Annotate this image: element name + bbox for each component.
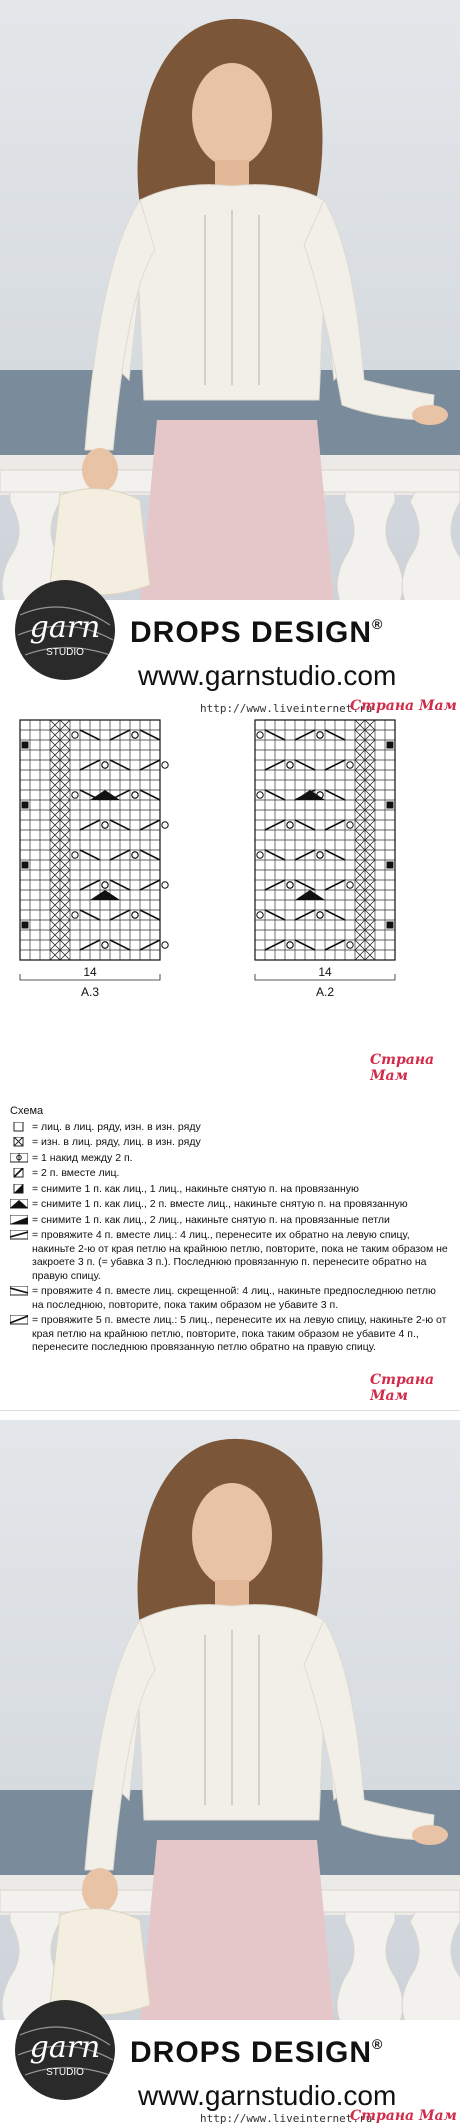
cross-mark	[50, 940, 60, 950]
drops-banner-bottom	[0, 2020, 460, 2120]
cross-mark	[60, 850, 70, 860]
yarn-over-mark	[347, 762, 353, 768]
yarn-over-mark	[347, 822, 353, 828]
purl-square	[22, 922, 29, 929]
cross-mark	[365, 750, 375, 760]
cross-mark	[60, 890, 70, 900]
cross-mark	[355, 740, 365, 750]
cross-mark	[60, 840, 70, 850]
yarn-over-mark	[257, 732, 263, 738]
cross-mark	[60, 760, 70, 770]
stitch-count-label: 14	[83, 965, 97, 979]
yarn-over-mark	[132, 912, 138, 918]
yarn-over-mark	[72, 732, 78, 738]
watermark-url-bottom: http://www.liveinternet.ru	[200, 2112, 373, 2125]
cross-mark	[50, 850, 60, 860]
brand-title: DROPS DESIGN®	[130, 616, 384, 649]
legend-item	[10, 1314, 450, 1355]
cross-mark	[60, 880, 70, 890]
cross-mark	[60, 940, 70, 950]
cross-mark	[50, 840, 60, 850]
yarn-over-mark	[162, 882, 168, 888]
cross-mark	[50, 760, 60, 770]
cross-mark	[365, 930, 375, 940]
cross-mark	[60, 950, 70, 960]
cross-mark	[355, 940, 365, 950]
svg-text:garn: garn	[29, 2030, 101, 2065]
cross-mark	[60, 770, 70, 780]
cross-mark	[50, 780, 60, 790]
svg-text:STUDIO: STUDIO	[46, 2067, 84, 2078]
cross-mark	[355, 840, 365, 850]
legend-item	[10, 1229, 450, 1283]
yarn-over-mark	[72, 852, 78, 858]
cross-mark	[50, 770, 60, 780]
cross-mark	[365, 760, 375, 770]
cross-mark	[355, 860, 365, 870]
yarn-over-mark	[287, 762, 293, 768]
yarn-over-mark	[102, 822, 108, 828]
yarn-over-mark	[317, 852, 323, 858]
triangle-mark	[90, 790, 120, 800]
cross-mark	[355, 920, 365, 930]
legend-item-text: = снимите 1 п. как лиц., 2 п. вместе лиц., накиньте снятую п. на провязанную	[32, 1198, 408, 1210]
cross-mark	[60, 860, 70, 870]
knitting-charts	[0, 715, 460, 1015]
cross-mark	[365, 890, 375, 900]
legend-item	[10, 1183, 450, 1197]
yarn-over-mark	[347, 882, 353, 888]
legend-item	[10, 1198, 450, 1212]
cross-mark	[60, 790, 70, 800]
cross-mark	[50, 910, 60, 920]
legend-item	[10, 1285, 450, 1312]
divider	[0, 1410, 460, 1411]
garnstudio-logo	[10, 575, 120, 685]
cross-mark	[365, 780, 375, 790]
cross-mark	[60, 720, 70, 730]
chart-a-2	[255, 720, 395, 999]
cross-mark	[355, 750, 365, 760]
legend-item-text: = провяжите 5 п. вместе лиц.: 5 лиц., перенесите их на левую спицу, накиньте 2-ю от края петлю на крайнюю петлю, повторите, пока таким образом не убавите 4 п., перенесите последнюю провязанную петлю обратно на правую спицу.	[32, 1314, 447, 1353]
purl-square	[387, 922, 394, 929]
purl-square	[22, 742, 29, 749]
yarn-over-mark	[287, 882, 293, 888]
cross-mark	[60, 810, 70, 820]
cross-mark	[60, 780, 70, 790]
cross-mark	[365, 840, 375, 850]
cross-mark	[60, 830, 70, 840]
svg-text:garn: garn	[29, 610, 101, 645]
cross-mark	[365, 790, 375, 800]
legend-item-text: = провяжите 4 п. вместе лиц. скрещенной: 4 лиц., накиньте предпоследнюю петлю на последнюю, повторите, пока таким образом не убавите 3 п.	[32, 1285, 436, 1311]
black-left-triangle-icon	[10, 1184, 28, 1194]
cross-mark	[365, 910, 375, 920]
cross-mark	[365, 920, 375, 930]
yarn-over-mark	[287, 942, 293, 948]
purl-square	[22, 862, 29, 869]
legend-item-text: = 2 п. вместе лиц.	[32, 1167, 120, 1179]
chart-legend	[10, 1105, 450, 1357]
chart-label: A.2	[315, 985, 335, 999]
watermark-url-top: http://www.liveinternet.ru	[200, 702, 373, 715]
blank-square-icon	[10, 1122, 28, 1132]
cross-mark	[365, 940, 375, 950]
cross-mark	[355, 880, 365, 890]
cross-mark	[365, 740, 375, 750]
crossed-square-icon	[10, 1137, 28, 1147]
legend-title: Схема	[10, 1105, 44, 1117]
cross-mark	[60, 900, 70, 910]
yarn-over-mark	[257, 852, 263, 858]
legend-item-text: = снимите 1 п. как лиц., 2 лиц., накиньте снятую п. на провязанные петли	[32, 1213, 390, 1226]
cross-mark	[355, 870, 365, 880]
cross-mark	[355, 770, 365, 780]
cross-mark	[50, 930, 60, 940]
yarn-over-mark	[102, 762, 108, 768]
cross-mark	[355, 950, 365, 960]
cross-mark	[365, 720, 375, 730]
long-slash-4b-icon	[10, 1286, 28, 1296]
purl-square	[22, 802, 29, 809]
yarn-over-mark	[317, 912, 323, 918]
yarn-over-mark	[162, 762, 168, 768]
cross-mark	[355, 830, 365, 840]
cross-mark	[60, 750, 70, 760]
brand-url: www.garnstudio.com	[138, 660, 397, 691]
black-center-triangle-icon	[10, 1199, 28, 1209]
cross-mark	[50, 810, 60, 820]
purl-square	[387, 742, 394, 749]
cross-mark	[50, 950, 60, 960]
yarn-over-mark	[162, 822, 168, 828]
cross-mark	[50, 920, 60, 930]
cross-mark	[50, 900, 60, 910]
cross-mark	[50, 750, 60, 760]
cross-mark	[355, 930, 365, 940]
garnstudio-logo-bottom	[10, 1995, 120, 2105]
triangle-mark	[90, 890, 120, 900]
legend-item	[10, 1214, 450, 1228]
wide-black-triangle-icon	[10, 1215, 28, 1225]
cross-mark	[50, 800, 60, 810]
cross-mark	[355, 890, 365, 900]
cross-mark	[60, 740, 70, 750]
yarn-over-mark	[72, 792, 78, 798]
cross-mark	[355, 910, 365, 920]
cross-mark	[355, 900, 365, 910]
legend-item-text: = провяжите 4 п. вместе лиц.: 4 лиц., перенесите их обратно на левую спицу, накиньте 2-ю от края петлю на крайнюю петлю, повторите, пока не таким образом не закроете 3 п. (= убавка 3 п.). Последнюю провязанную п. перенесите обратно на правую спицу.	[32, 1229, 448, 1282]
cross-mark	[355, 850, 365, 860]
cross-mark	[355, 800, 365, 810]
legend-item-text: = снимите 1 п. как лиц., 1 лиц., накиньте снятую п. на провязанную	[32, 1182, 359, 1195]
cross-mark	[50, 820, 60, 830]
legend-item-text: = лиц. в лиц. ряду, изн. в изн. ряду	[32, 1120, 201, 1133]
purl-square	[387, 802, 394, 809]
yarn-over-mark	[287, 822, 293, 828]
cross-mark	[355, 730, 365, 740]
legend-item	[10, 1152, 450, 1166]
legend-item	[10, 1167, 450, 1181]
cross-mark	[365, 730, 375, 740]
cross-mark	[365, 830, 375, 840]
cross-mark	[50, 730, 60, 740]
cross-mark	[50, 790, 60, 800]
long-slash-4-icon	[10, 1230, 28, 1240]
watermark-name-middle: Страна Мам	[370, 1052, 435, 1084]
cross-mark	[365, 820, 375, 830]
cross-mark	[60, 870, 70, 880]
yarn-over-mark	[347, 942, 353, 948]
cross-mark	[365, 770, 375, 780]
cross-mark	[355, 760, 365, 770]
yarn-over-mark	[257, 912, 263, 918]
legend-item	[10, 1121, 450, 1135]
yarn-over-mark	[317, 732, 323, 738]
cross-mark	[365, 950, 375, 960]
cross-mark	[50, 830, 60, 840]
yarn-over-mark	[102, 882, 108, 888]
cross-mark	[60, 800, 70, 810]
cross-mark	[365, 850, 375, 860]
yarn-over-mark	[132, 852, 138, 858]
cross-mark	[365, 800, 375, 810]
slash-icon	[10, 1168, 28, 1178]
watermark-name-top: Страна Мам	[350, 698, 457, 714]
chart-a-3	[20, 720, 168, 999]
svg-text:STUDIO: STUDIO	[46, 647, 84, 658]
cross-mark	[60, 730, 70, 740]
cross-mark	[365, 900, 375, 910]
yarn-over-mark	[72, 912, 78, 918]
yarn-over-mark	[162, 942, 168, 948]
watermark-name-bottom: Страна Мам	[370, 1372, 435, 1404]
yarn-over-mark	[132, 792, 138, 798]
cross-mark	[365, 880, 375, 890]
brand-title-bottom: DROPS DESIGN®	[130, 2036, 384, 2069]
cross-mark	[355, 780, 365, 790]
cross-mark	[50, 870, 60, 880]
cross-mark	[60, 910, 70, 920]
cross-mark	[50, 880, 60, 890]
cross-mark	[365, 860, 375, 870]
cross-mark	[365, 810, 375, 820]
long-slash-5-icon	[10, 1315, 28, 1325]
double-square-icon	[10, 1153, 28, 1163]
legend-item	[10, 1136, 450, 1150]
triangle-mark	[295, 890, 325, 900]
cross-mark	[355, 820, 365, 830]
purl-square	[387, 862, 394, 869]
legend-item-text: = изн. в лиц. ряду, лиц. в изн. ряду	[32, 1136, 201, 1148]
brand-url-bottom: www.garnstudio.com	[138, 2080, 397, 2111]
cross-mark	[355, 810, 365, 820]
stitch-count-label: 14	[318, 965, 332, 979]
cross-mark	[60, 920, 70, 930]
cross-mark	[50, 720, 60, 730]
cross-mark	[60, 930, 70, 940]
cross-mark	[355, 720, 365, 730]
legend-item-text: = 1 накид между 2 п.	[32, 1151, 133, 1164]
cross-mark	[355, 790, 365, 800]
drops-banner-top	[0, 600, 460, 700]
cross-mark	[50, 860, 60, 870]
cross-mark	[50, 740, 60, 750]
yarn-over-mark	[257, 792, 263, 798]
cross-mark	[50, 890, 60, 900]
yarn-over-mark	[132, 732, 138, 738]
cross-mark	[60, 820, 70, 830]
cross-mark	[365, 870, 375, 880]
chart-label: A.3	[80, 985, 100, 999]
yarn-over-mark	[102, 942, 108, 948]
watermark-name-footer: Страна Мам	[350, 2108, 457, 2124]
